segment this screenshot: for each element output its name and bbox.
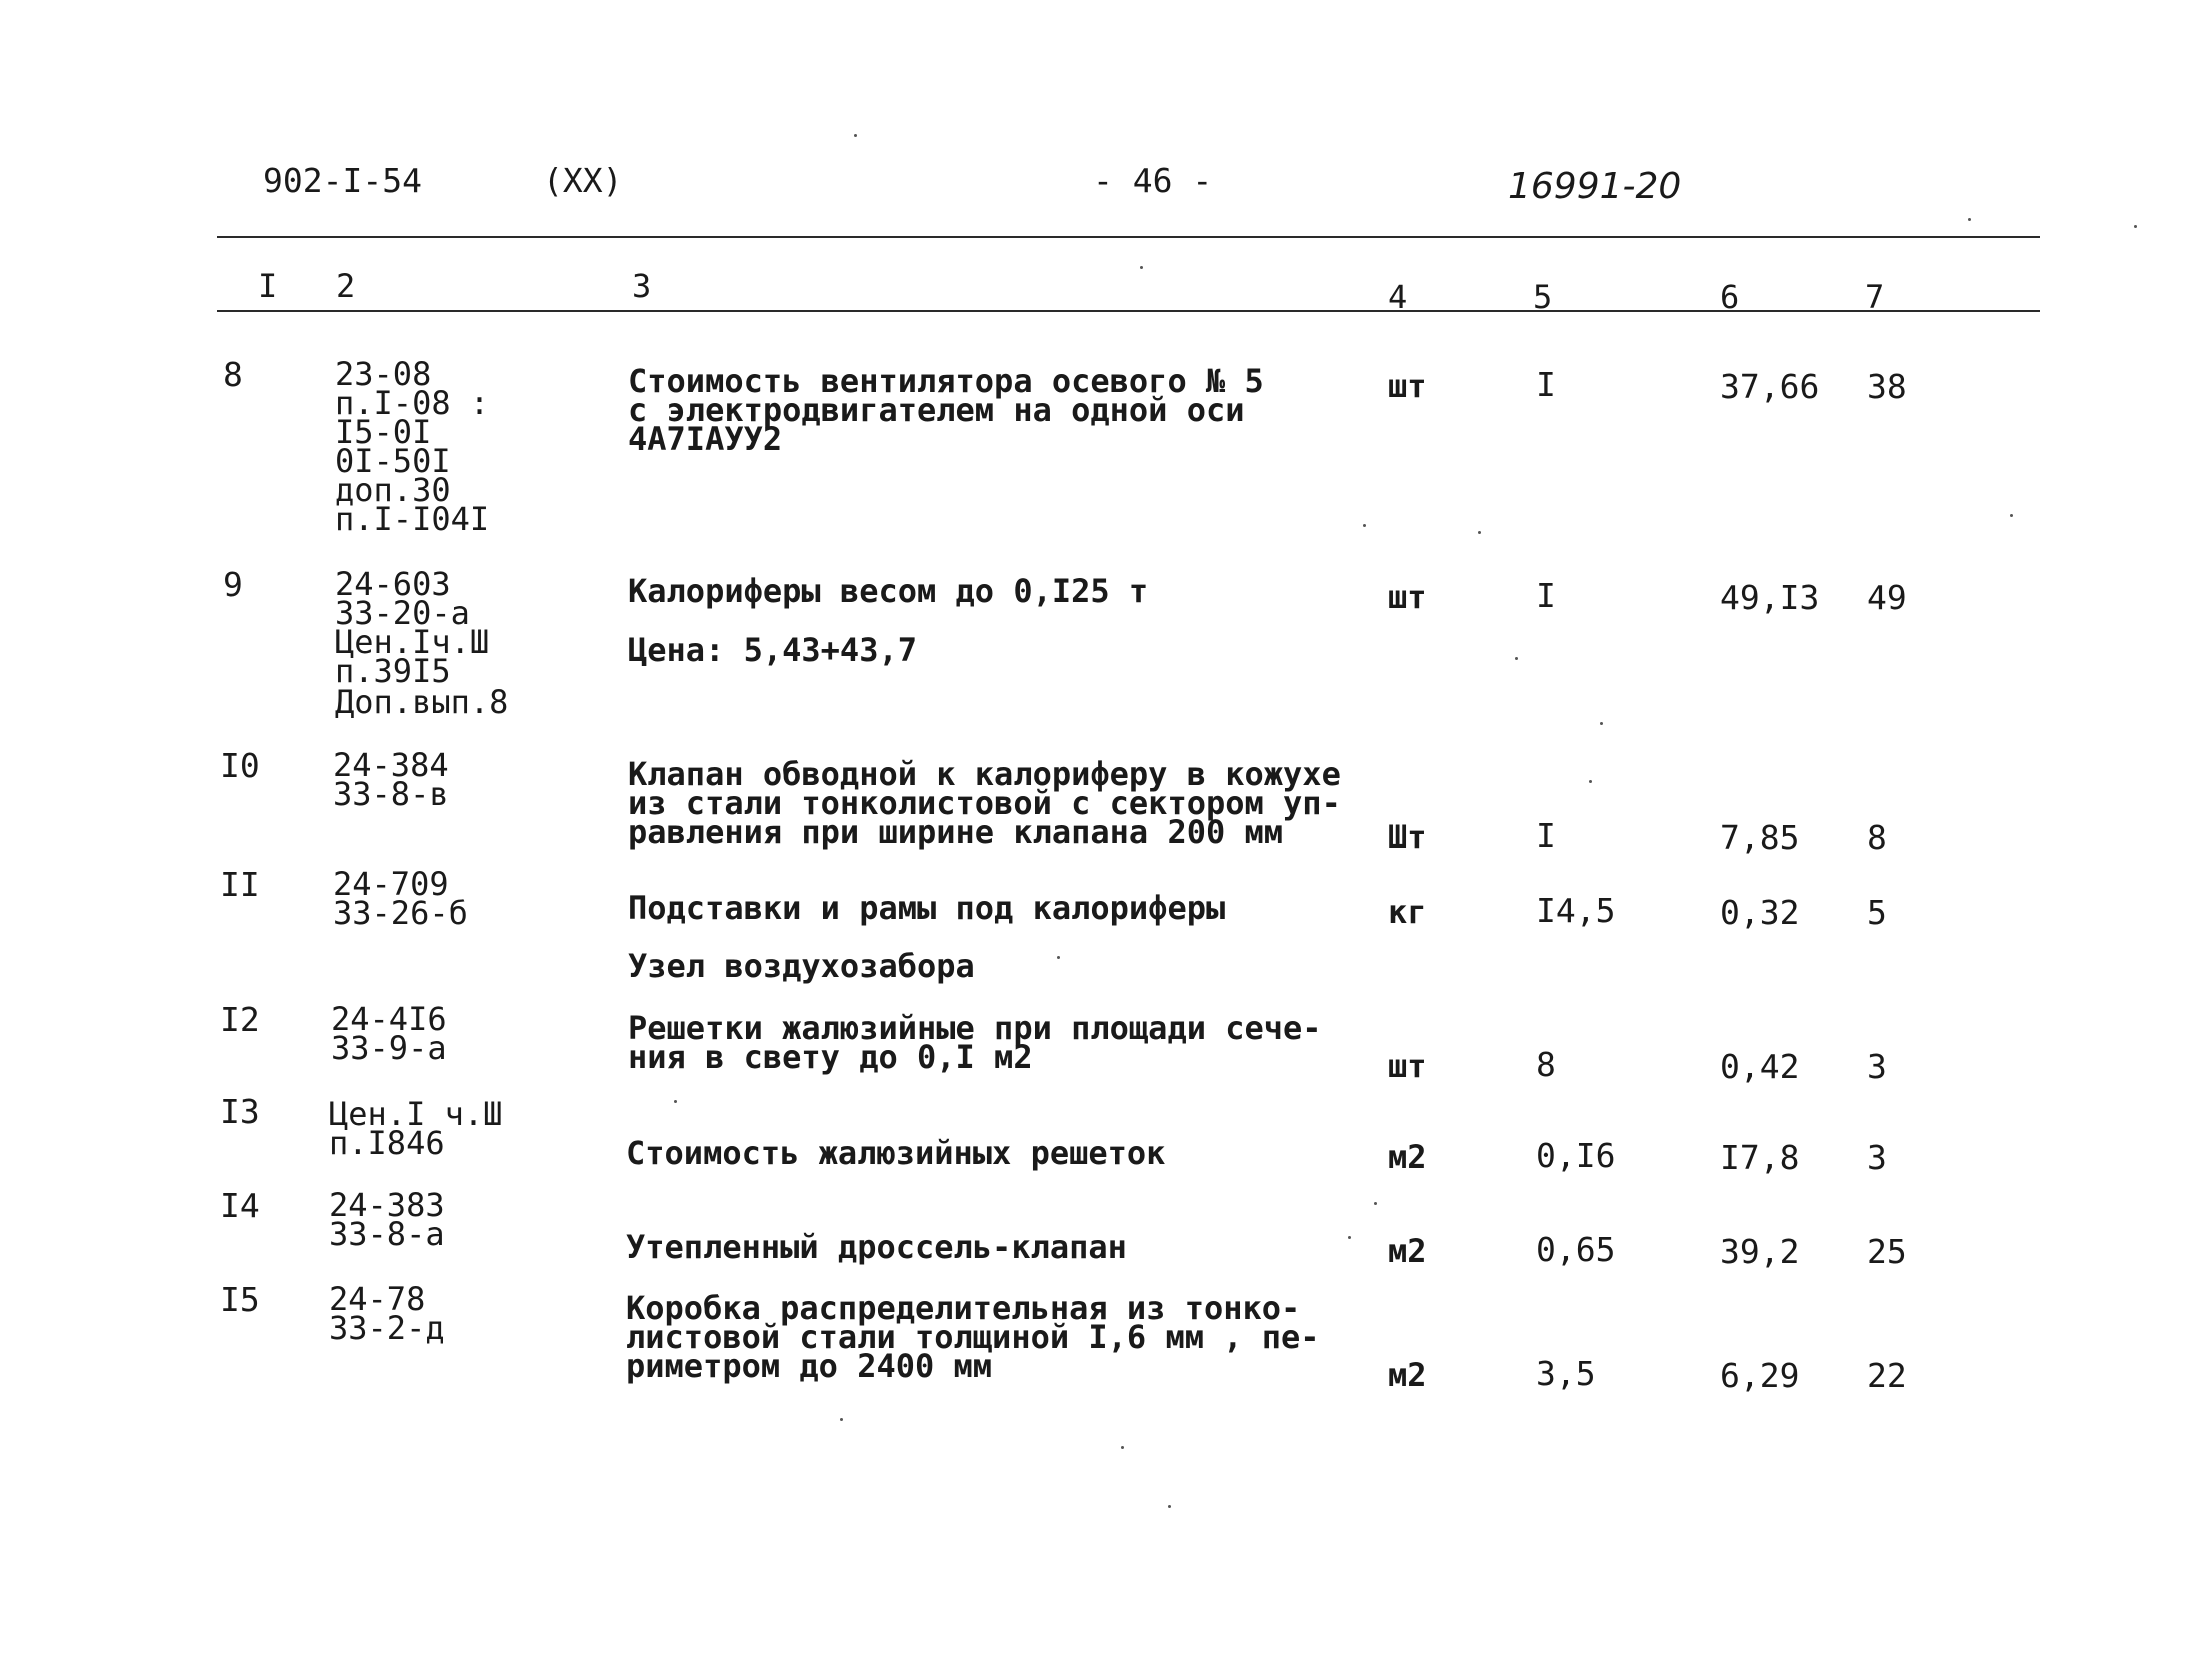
col-4-header: 4 [1388,278,1408,316]
row-code: 24-4I6 [331,1000,447,1038]
row-description: Стоимость жалюзийных решеток [626,1134,1166,1172]
row-code: Цен.Iч.Ш [335,623,490,661]
row-price: 7,85 [1720,818,1800,857]
scan-speck [674,1100,677,1103]
row-price: 6,29 [1720,1356,1800,1395]
scan-speck [1374,1202,1377,1205]
row-unit: кг [1388,893,1427,931]
row-code: 24-78 [329,1280,426,1318]
row-number: I5 [220,1280,260,1319]
row-description: 4А7IАУУ2 [628,420,783,458]
row-number: 9 [223,565,243,604]
row-total: 38 [1867,367,1907,406]
col-1-header: I [258,267,278,305]
col-5-header: 5 [1533,278,1553,316]
row-number: 8 [223,355,243,394]
row-total: 8 [1867,818,1887,857]
row-unit: Шт [1388,818,1427,856]
row-code: Цен.I ч.Ш [329,1095,503,1133]
row-quantity: 0,65 [1536,1230,1616,1269]
scan-speck [1589,780,1592,783]
row-price: I7,8 [1720,1138,1800,1177]
scan-speck [1363,524,1366,527]
col-7-header: 7 [1865,278,1885,316]
row-description: Коробка распределительная из тонко- [626,1289,1301,1327]
row-code: 33-20-а [335,594,470,632]
row-number: I4 [220,1186,260,1225]
row-code: доп.30 [335,471,451,509]
scan-speck [2010,514,2013,517]
scan-speck [854,134,857,137]
scan-speck [1057,956,1060,959]
row-description: равления при ширине клапана 200 мм [628,813,1284,851]
row-unit: м2 [1388,1356,1427,1394]
row-code: 33-26-б [333,894,468,932]
row-description: из стали тонколистовой с сектором уп- [628,784,1341,822]
page-number: - 46 - [1093,161,1213,200]
row-number: II [220,865,260,904]
row-price-note: Цена: 5,43+43,7 [628,631,917,669]
row-code: Доп.вып.8 [335,683,509,721]
row-total: 3 [1867,1138,1887,1177]
row-code: 23-08 [335,355,432,393]
row-quantity: I4,5 [1536,891,1616,930]
scan-speck [1600,722,1603,725]
row-number: I0 [220,746,260,785]
row-code: 0I-50I [335,442,451,480]
row-description: ния в свету до 0,I м2 [628,1038,1033,1076]
row-code: 33-2-д [329,1309,445,1347]
row-description: риметром до 2400 мм [626,1347,993,1385]
row-quantity: 8 [1536,1045,1556,1084]
scan-speck [2134,225,2137,228]
row-price: 0,32 [1720,893,1800,932]
col-2-header: 2 [336,267,356,305]
row-description: листовой стали толщиной I,6 мм , пе- [626,1318,1320,1356]
scan-speck [840,1418,843,1421]
scan-speck [1121,1446,1124,1449]
row-unit: шт [1388,1047,1427,1085]
row-code: 33-9-а [331,1029,447,1067]
row-number: I2 [220,1000,260,1039]
row-description: Решетки жалюзийные при площади сече- [628,1009,1322,1047]
row-description: Стоимость вентилятора осевого № 5 [628,362,1264,400]
row-unit: шт [1388,367,1427,405]
row-code: I5-0I [335,413,432,451]
scan-speck [1968,218,1971,221]
row-quantity: I [1536,576,1556,615]
row-code: 33-8-в [333,775,449,813]
row-number: I3 [220,1092,260,1131]
row-unit: шт [1388,578,1427,616]
row-price: 37,66 [1720,367,1820,406]
row-unit: м2 [1388,1232,1427,1270]
row-quantity: 0,I6 [1536,1136,1616,1175]
row-description: с электродвигателем на одной оси [628,391,1245,429]
doc-code: 902-I-54 [263,161,422,200]
row-price: 49,I3 [1720,578,1820,617]
col-3-header: 3 [632,267,652,305]
scan-speck [1168,1505,1171,1508]
col-6-header: 6 [1720,278,1740,316]
row-description: Калориферы весом до 0,I25 т [628,572,1149,610]
row-code: п.39I5 [335,652,451,690]
scan-speck [1348,1236,1351,1239]
row-total: 5 [1867,893,1887,932]
volume-label: (XX) [543,161,623,200]
header-rule [217,310,2040,312]
row-total: 25 [1867,1232,1907,1271]
row-code: п.I846 [329,1124,445,1162]
row-total: 49 [1867,578,1907,617]
row-code: 24-383 [329,1186,445,1224]
scan-speck [1478,531,1481,534]
row-quantity: I [1536,365,1556,404]
scan-speck [1515,657,1518,660]
section-heading: Узел воздухозабора [628,947,975,985]
row-quantity: 3,5 [1536,1354,1596,1393]
row-code: 24-709 [333,865,449,903]
row-code: п.I-I04I [335,500,490,538]
row-quantity: I [1536,816,1556,855]
row-total: 22 [1867,1356,1907,1395]
row-description: Утепленный дроссель-клапан [626,1228,1127,1266]
row-unit: м2 [1388,1138,1427,1176]
row-code: п.I-08 : [335,384,490,422]
row-code: 24-384 [333,746,449,784]
handwritten-ref: 16991-20 [1508,166,1682,207]
row-description: Подставки и рамы под калориферы [628,889,1226,927]
row-total: 3 [1867,1047,1887,1086]
row-code: 24-603 [335,565,451,603]
row-description: Клапан обводной к калориферу в кожухе [628,755,1341,793]
row-price: 39,2 [1720,1232,1800,1271]
row-code: 33-8-а [329,1215,445,1253]
scan-speck [1140,266,1143,269]
top-rule [217,236,2040,238]
row-price: 0,42 [1720,1047,1800,1086]
